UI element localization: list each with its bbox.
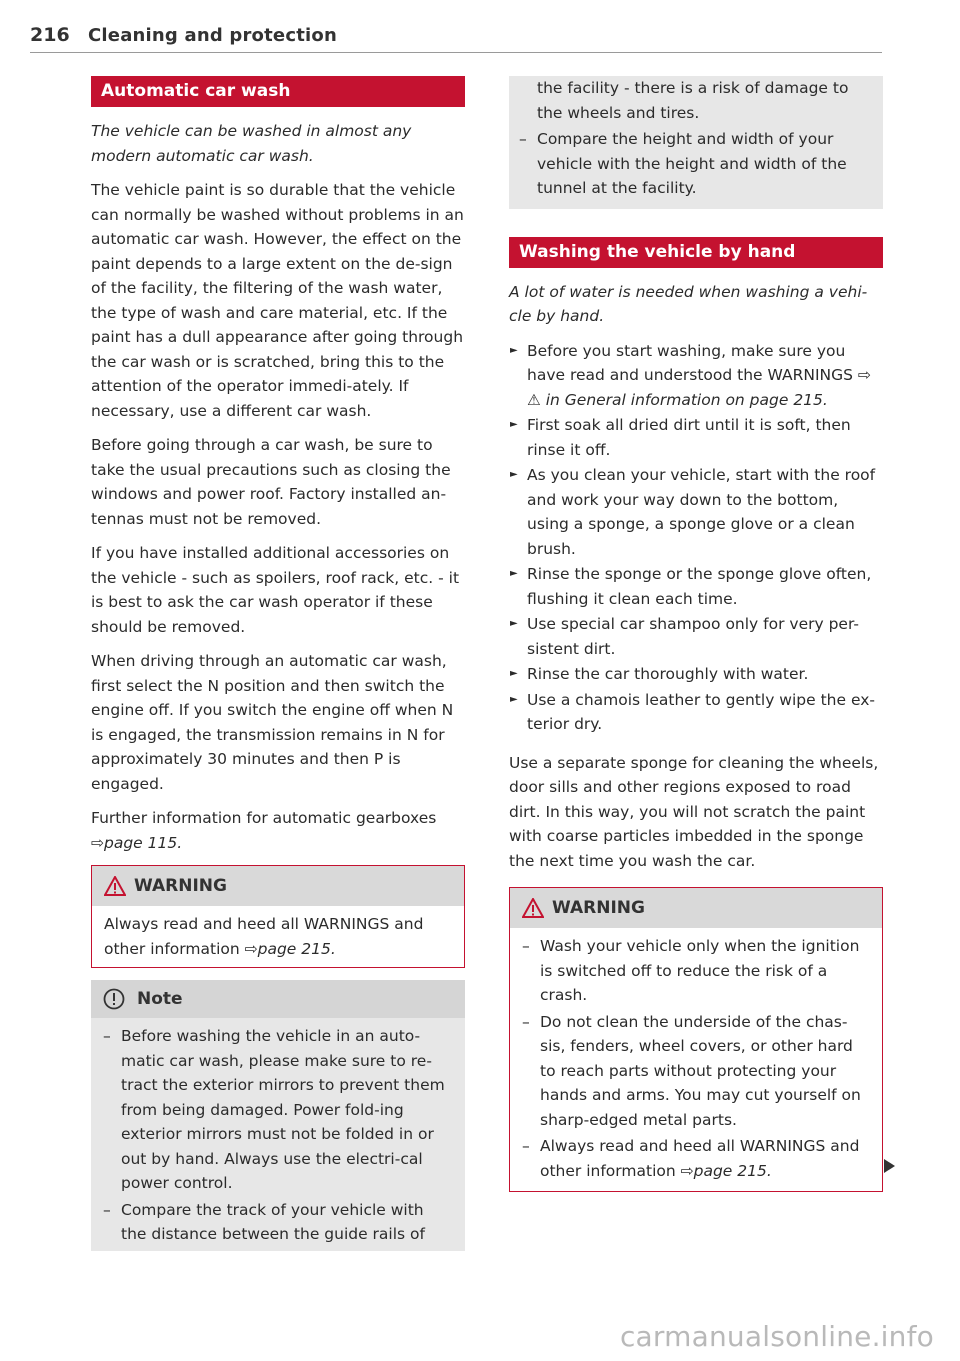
washing-by-hand-intro: A lot of water is needed when washing a vehi-cle by hand.: [509, 282, 868, 325]
paragraph: The vehicle paint is so durable that the vehicle can normally be washed without problems in an automatic car wash. However, the effect on the paint depends to a large extent on the de-sign of the facility, the filtering of the wash water, the type of wash and care material, etc. If the paint has a dull appearance after going through the car wash or is scratched, bring this to the attention of the operator immedi-ately. If necessary, use a different car wash.: [91, 181, 464, 420]
step-item: ► As you clean your vehicle, start with the roof and work your way down to the bottom, using a sponge, a sponge glove or a clean brush.: [509, 463, 883, 561]
list-item: [522, 1134, 870, 1183]
warning-body: [510, 928, 882, 1191]
paragraph: If you have installed additional accessories on the vehicle - such as spoilers, roof rack, etc. - it is best to ask the car wash operator if these should be removed.: [91, 544, 460, 636]
step-text: Before you start washing, make sure you have read and understood the WARNINGS: [527, 341, 853, 384]
sponge-paragraph: Use a separate sponge for cleaning the wheels, door sills and other regions exposed to road dirt. In this way, you will not scratch the paint with coarse particles imbedded in the sponge the next time you wash the car.: [509, 753, 879, 870]
further-info-text: Further information for automatic gearboxes: [91, 809, 437, 827]
warning-title: WARNING: [134, 876, 227, 896]
list-item: – Do not clean the underside of the chas-sis, fenders, wheel covers, or other hard to reach parts without protecting your hands and arms. You may cut yourself on sharp-edged metal parts.: [522, 1010, 870, 1133]
info-circle-icon: [103, 988, 125, 1010]
note-list: [103, 1024, 453, 1247]
paragraph: Before going through a car wash, be sure to take the usual precautions such as closing the windows and power roof. Factory installed an-tennas must not be removed.: [91, 436, 451, 528]
left-column: [91, 76, 465, 1251]
note-body: [91, 1018, 465, 1251]
list-item: – Compare the height and width of your vehicle with the height and width of the tunnel at the facility.: [519, 127, 873, 201]
note-header: [91, 980, 465, 1018]
warning-triangle-icon: [104, 876, 126, 896]
warning-title: WARNING: [552, 898, 645, 918]
step-item: ► First soak all dried dirt until it is soft, then rinse it off.: [509, 413, 883, 462]
step-item: ► Rinse the car thoroughly with water.: [509, 662, 883, 687]
paragraph: When driving through an automatic car wash, first select the N position and then switch the engine off. If you switch the engine off when N is engaged, the transmission remains in N for approximately 30 minutes and then P is engaged.: [91, 652, 454, 793]
automatic-car-wash-heading: Automatic car wash: [91, 76, 465, 107]
list-item: – Wash your vehicle only when the ignition is switched off to reduce the risk of a crash.: [522, 934, 870, 1008]
note-continued-list: [519, 76, 873, 201]
warning-text: Always read and heed all WARNINGS and other information: [104, 915, 424, 958]
warning-box: [509, 887, 883, 1192]
note-box: [91, 980, 465, 1251]
washing-by-hand-heading: Washing the vehicle by hand: [509, 237, 883, 268]
list-item-continued: the facility - there is a risk of damage to the wheels and tires.: [537, 79, 849, 122]
warning-list: [522, 934, 870, 1183]
warning-text: Always read and heed all WARNINGS and other information: [540, 1137, 860, 1180]
automatic-car-wash-intro: The vehicle can be washed in almost any modern automatic car wash.: [91, 122, 412, 165]
washing-steps-list: [509, 339, 883, 737]
warning-box: [91, 865, 465, 968]
list-item: – Compare the track of your vehicle with the distance between the guide rails of: [103, 1198, 453, 1247]
step-item: ► Use a chamois leather to gently wipe the ex-terior dry.: [509, 688, 883, 737]
page-number: 216: [30, 24, 70, 46]
warning-body: [92, 906, 464, 967]
page-header: [30, 22, 882, 53]
step-item: ► Rinse the sponge or the sponge glove often, flushing it clean each time.: [509, 562, 883, 611]
warning-triangle-icon: [522, 898, 544, 918]
continue-arrow-icon: [882, 1158, 896, 1174]
warning-header: [510, 888, 882, 928]
warning-header: [92, 866, 464, 906]
page-reference-link[interactable]: ⇨page 215.: [680, 1161, 772, 1180]
step-item: ► Use special car shampoo only for very per-sistent dirt.: [509, 612, 883, 661]
list-item: – Before washing the vehicle in an auto-matic car wash, please make sure to re-tract the exterior mirrors to prevent them from being damaged. Power fold-ing exterior mirrors must not be folded in or out by hand. Always use the electri-cal power control.: [103, 1024, 453, 1196]
page-reference-link[interactable]: ⇨page 115.: [91, 833, 183, 852]
note-continuation-box: [509, 76, 883, 209]
section-title: Cleaning and protection: [88, 25, 337, 46]
note-title: Note: [137, 989, 183, 1009]
watermark: carmanualsonline.info: [619, 1320, 934, 1353]
page-reference-link[interactable]: ⇨page 215.: [244, 939, 336, 958]
right-column: [509, 76, 883, 1202]
page-reference-link[interactable]: ⇨ ⚠ in General information on page 215.: [527, 366, 871, 409]
step-item: [509, 339, 883, 413]
further-info-paragraph: [91, 806, 465, 855]
